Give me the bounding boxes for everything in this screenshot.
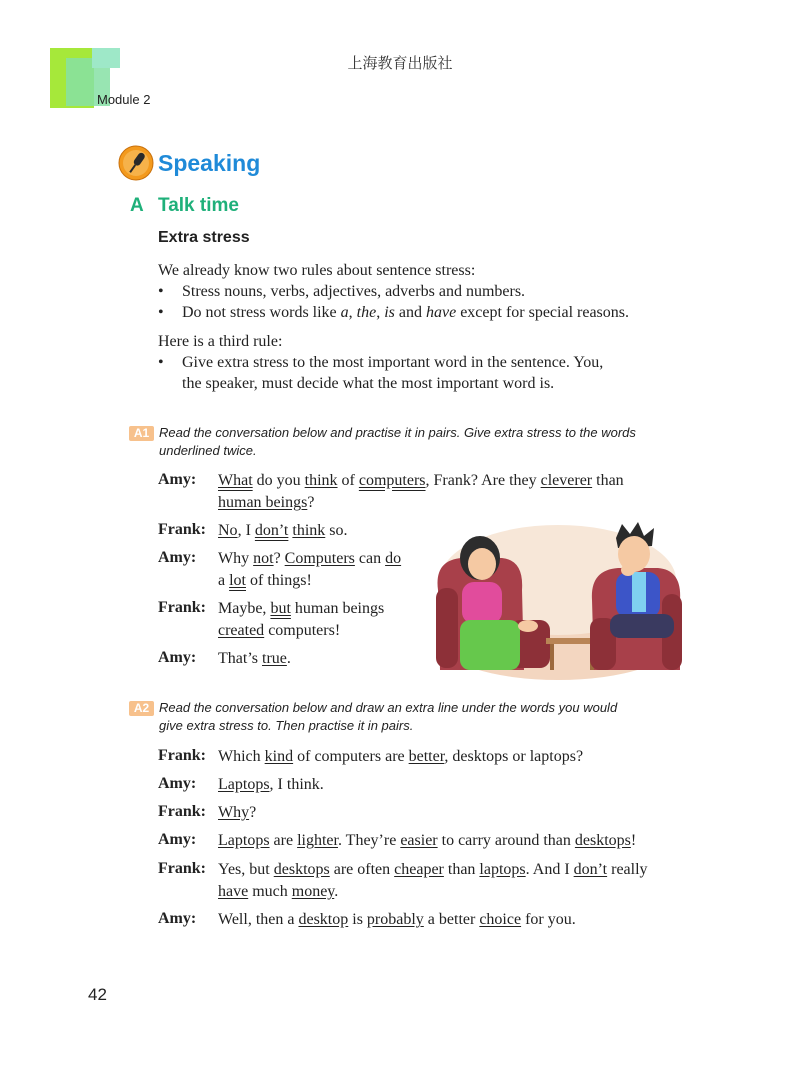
dialogue-text: for you. <box>521 911 576 928</box>
subheading-extra-stress: Extra stress <box>158 229 250 246</box>
rule-1: • Stress nouns, verbs, adjectives, adverbs and numbers. <box>158 283 526 300</box>
rule-2: • Do not stress words like a, the, is and have except for special reasons. <box>158 304 629 321</box>
dialogue-text: , Frank? Are they <box>425 472 541 489</box>
dialogue-line <box>218 859 648 881</box>
stressed-word: do <box>385 550 402 567</box>
dialogue-line <box>218 881 338 903</box>
dialogue-text: , I <box>237 522 255 539</box>
dialogue-text: of computers are <box>293 748 409 765</box>
dialogue-text: . They’re <box>337 832 401 849</box>
section-title-talk-time: Talk time <box>158 195 239 216</box>
stressed-word: computers <box>358 472 426 489</box>
dialogue-text: a better <box>423 911 480 928</box>
stressed-word: better <box>408 748 445 765</box>
dialogue-text: than <box>592 472 624 489</box>
dialogue-text: a <box>218 572 230 589</box>
speaker-label: Amy: <box>158 831 197 848</box>
dialogue-line <box>218 802 256 824</box>
dialogue-text: human beings <box>290 600 385 617</box>
stressed-word: probably <box>366 911 424 928</box>
speaker-label: Frank: <box>158 860 206 877</box>
stressed-word: not <box>253 550 274 567</box>
third-rule-intro: Here is a third rule: <box>158 333 283 350</box>
speaker-label: Amy: <box>158 775 197 792</box>
dialogue-text: , desktops or laptops? <box>444 748 584 765</box>
dialogue-line <box>218 520 348 542</box>
speaker-label: Frank: <box>158 803 206 820</box>
stressed-word: laptops <box>479 861 526 878</box>
stressed-word: desktops <box>574 832 631 849</box>
dialogue-text: are often <box>329 861 395 878</box>
microphone-icon <box>118 145 154 181</box>
speaker-label: Amy: <box>158 910 197 927</box>
dialogue-line <box>218 470 624 492</box>
dialogue-line <box>218 774 324 796</box>
dialogue-line <box>218 598 384 620</box>
rule-3: • Give extra stress to the most important word in the sentence. You, the speaker, must decide what the most important word is. <box>158 354 604 392</box>
task-badge-a1: A1 <box>129 426 154 441</box>
dialogue-text: much <box>248 883 292 900</box>
dialogue-text: of <box>337 472 359 489</box>
stressed-word: choice <box>479 911 522 928</box>
dialogue-line <box>218 492 314 514</box>
section-title-speaking: Speaking <box>158 150 261 176</box>
speaker-label: Amy: <box>158 649 197 666</box>
dialogue-text: computers! <box>264 622 341 639</box>
task-instruction-a1: Read the conversation below and practise it in pairs. Give extra stress to the words underlined twice. <box>159 425 636 458</box>
stressed-word: kind <box>264 748 294 765</box>
stressed-word: Laptops <box>218 776 270 793</box>
stressed-word: What <box>218 472 253 489</box>
dialogue-line <box>218 570 312 592</box>
stressed-word: desktop <box>298 911 349 928</box>
stressed-word: lighter <box>297 832 338 849</box>
speaker-label: Frank: <box>158 599 206 616</box>
dialogue-text: ! <box>630 832 637 849</box>
stressed-word: lot <box>229 572 246 589</box>
stressed-word: cheaper <box>394 861 444 878</box>
section-letter: A <box>130 195 144 216</box>
dialogue-text: do you <box>252 472 305 489</box>
stressed-word: money <box>291 883 335 900</box>
dialogue-line <box>218 648 291 670</box>
speaker-label: Amy: <box>158 549 197 566</box>
dialogue-text: is <box>348 911 367 928</box>
dialogue-line <box>218 830 636 852</box>
dialogue-text: ? <box>273 550 285 567</box>
dialogue-text: Well, then a <box>218 911 299 928</box>
dialogue-line <box>218 746 583 768</box>
dialogue-text: Which <box>218 748 265 765</box>
dialogue-text: . <box>334 883 339 900</box>
stressed-word: cleverer <box>540 472 593 489</box>
page-number: 42 <box>88 985 107 1004</box>
stressed-word: think <box>292 522 326 539</box>
dialogue-text: Maybe, <box>218 600 271 617</box>
dialogue-text: are <box>269 832 298 849</box>
dialogue-line <box>218 909 576 931</box>
dialogue-text: so. <box>325 522 348 539</box>
rules-intro: We already know two rules about sentence stress: <box>158 262 476 279</box>
dialogue-line <box>218 548 401 570</box>
dialogue-text: ? <box>249 804 257 821</box>
stressed-word: No <box>218 522 238 539</box>
stressed-word: think <box>304 472 338 489</box>
dialogue-text: really <box>607 861 648 878</box>
stressed-word: created <box>218 622 265 639</box>
dialogue-text: to carry around than <box>437 832 575 849</box>
module-label: Module 2 <box>97 92 151 107</box>
dialogue-text: ? <box>307 494 315 511</box>
two-people-talking-illustration <box>432 520 684 680</box>
dialogue-text: That’s <box>218 650 262 667</box>
speaker-label: Frank: <box>158 521 206 538</box>
stressed-word: Laptops <box>218 832 270 849</box>
dialogue-text: than <box>443 861 480 878</box>
stressed-word: Computers <box>284 550 355 567</box>
dialogue-text: Yes, but <box>218 861 274 878</box>
task-badge-a2: A2 <box>129 701 154 716</box>
stressed-word: have <box>218 883 249 900</box>
dialogue-text: . <box>286 650 291 667</box>
speaker-label: Frank: <box>158 747 206 764</box>
stressed-word: but <box>270 600 291 617</box>
task-instruction-a2: Read the conversation below and draw an extra line under the words you would give extra stress to. Then practise it in pairs. <box>159 700 618 733</box>
stressed-word: human beings <box>218 494 308 511</box>
dialogue-text: of things! <box>246 572 312 589</box>
stressed-word: don’t <box>573 861 608 878</box>
stressed-word: easier <box>400 832 438 849</box>
speaker-label: Amy: <box>158 471 197 488</box>
dialogue-text: can <box>354 550 386 567</box>
stressed-word: true <box>262 650 287 667</box>
stressed-word: don’t <box>254 522 289 539</box>
dialogue-text: Why <box>218 550 254 567</box>
dialogue-text: , I think. <box>269 776 324 793</box>
stressed-word: Why <box>218 804 250 821</box>
dialogue-text: . And I <box>525 861 574 878</box>
stressed-word: desktops <box>273 861 330 878</box>
dialogue-line <box>218 620 340 642</box>
publisher-header: 上海教育出版社 <box>347 54 453 72</box>
